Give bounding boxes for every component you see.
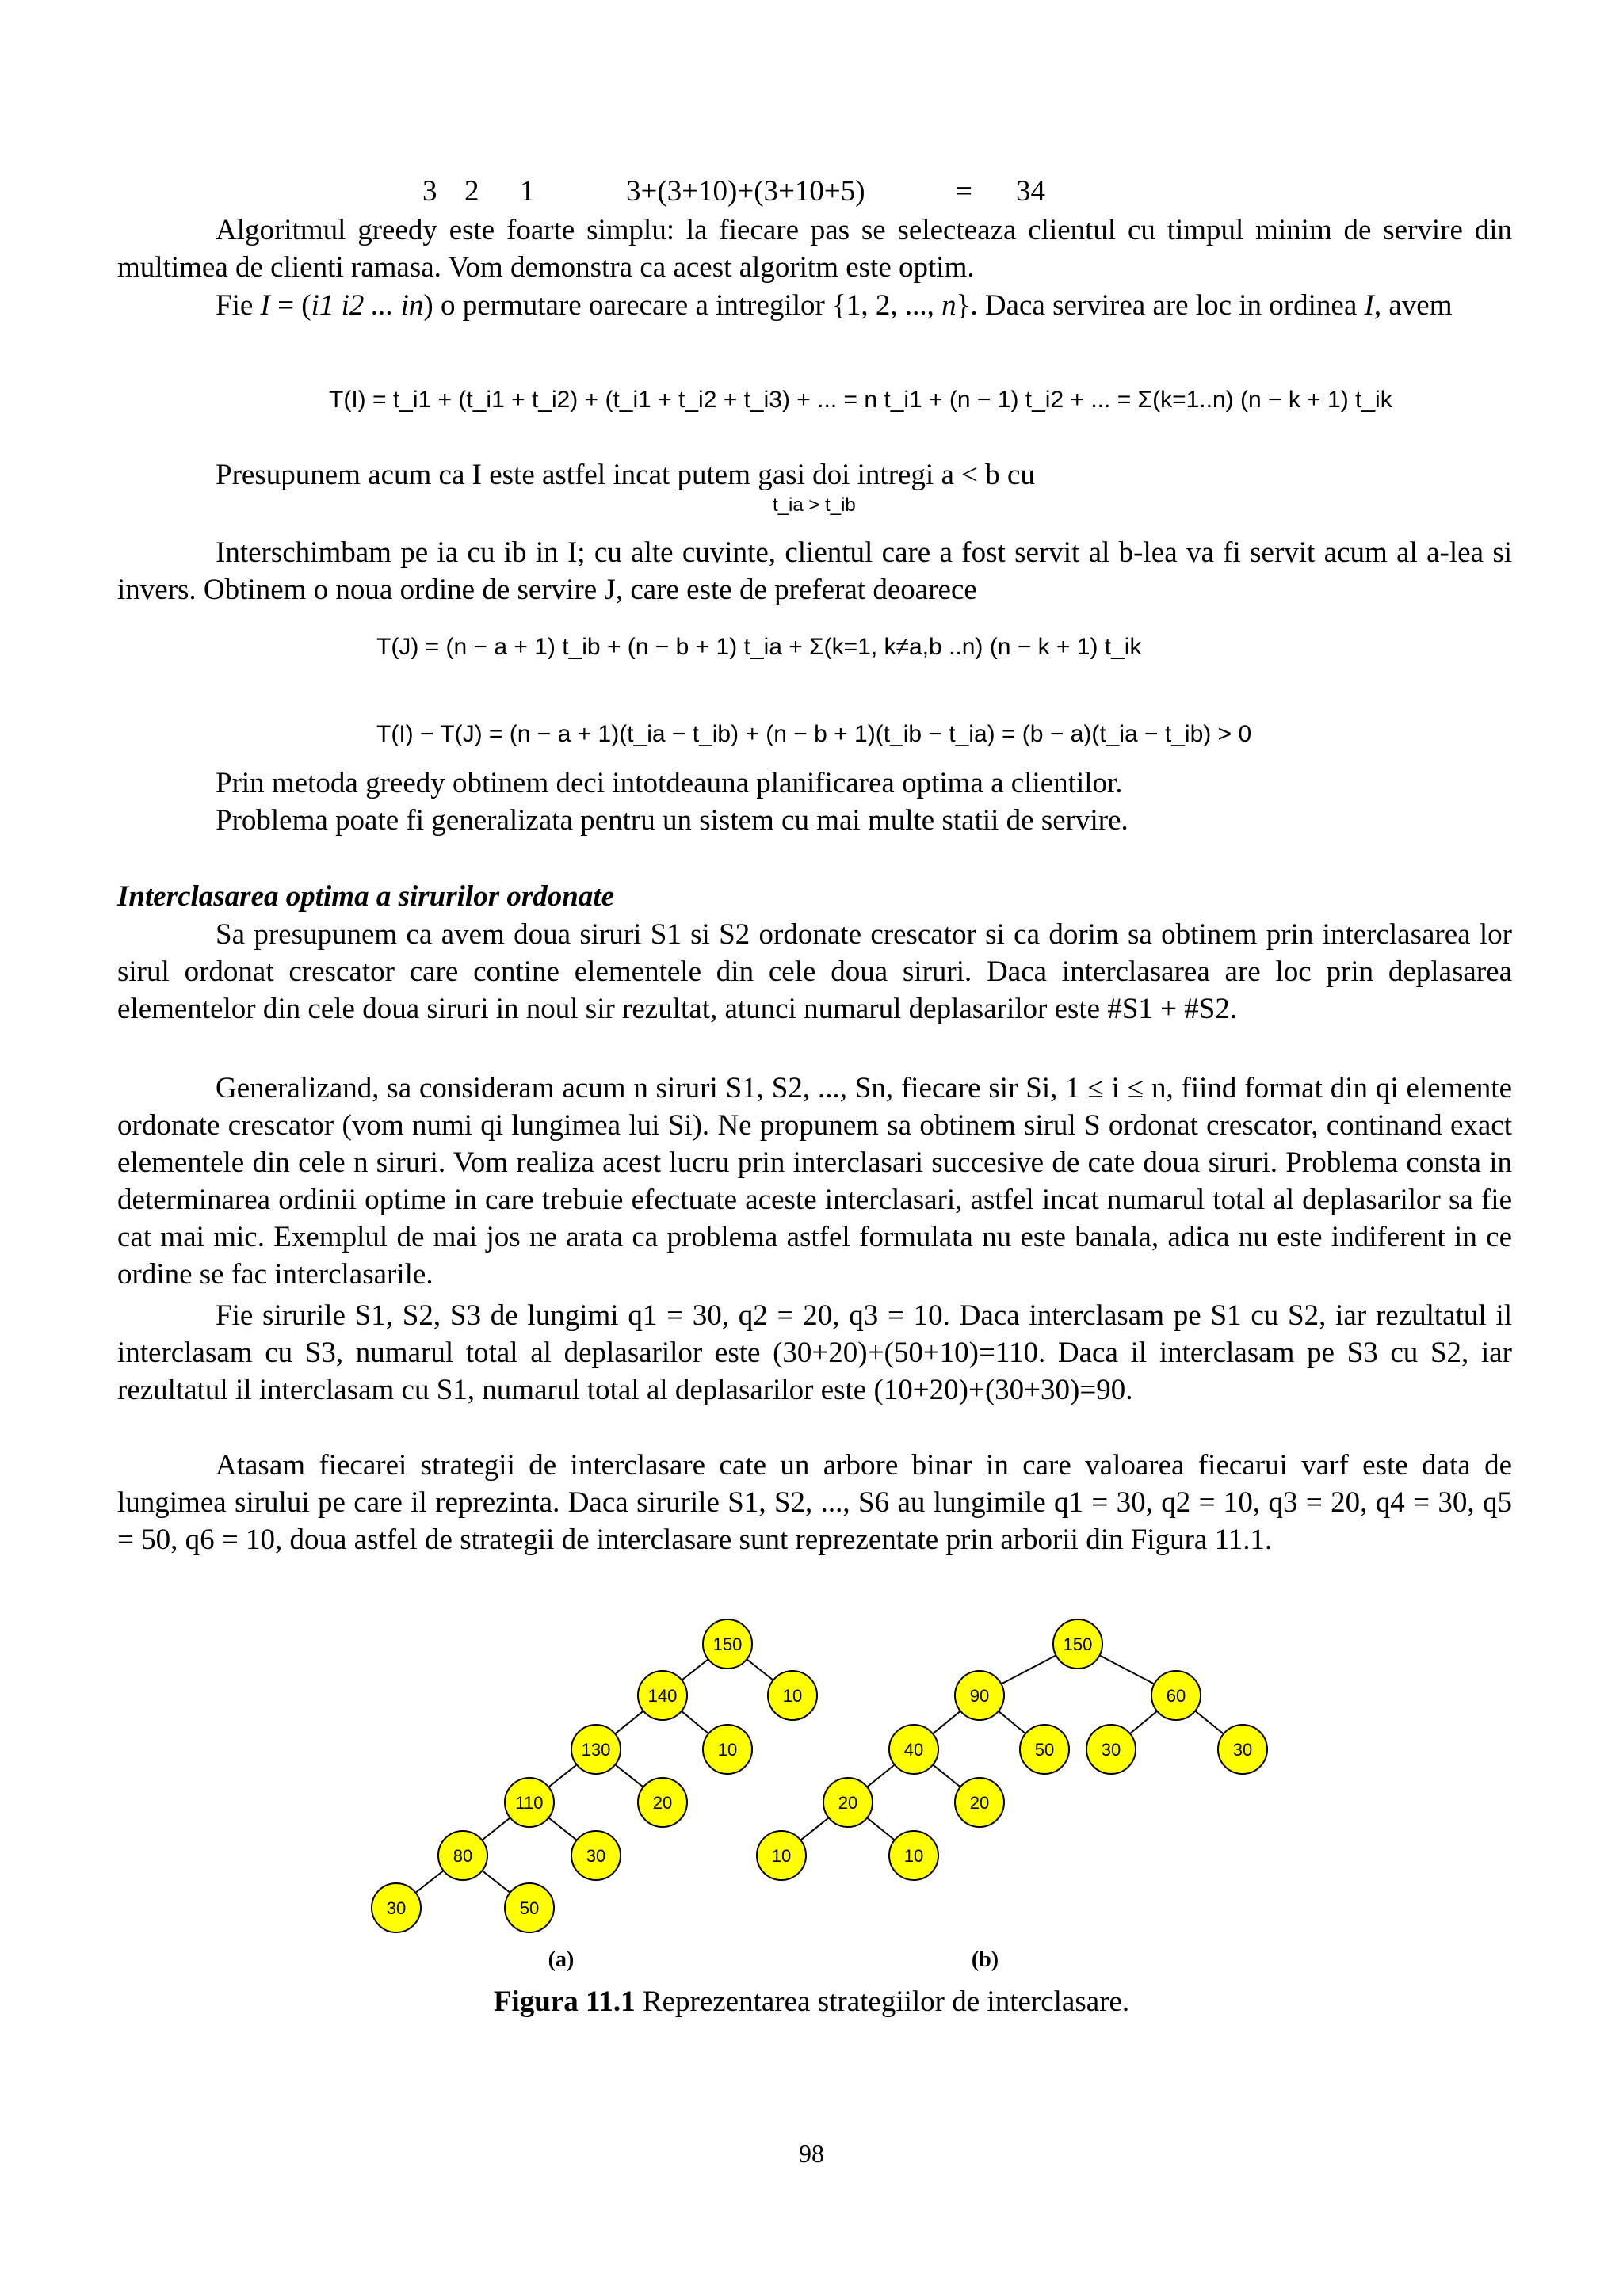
- tree-node-value: 10: [771, 1846, 792, 1866]
- figure-caption: [0, 1985, 1623, 2019]
- tree-node: [703, 1619, 752, 1669]
- caption-label: Figura 11.1: [493, 1985, 636, 2018]
- tree-node-value: 10: [717, 1740, 738, 1760]
- formula-total-time-j: T(J) = (n − a + 1) t_ib + (n − b + 1) t_ia + Σ(k=1, k≠a,b ..n) (n − k + 1) t_ik: [376, 634, 1142, 660]
- top-line-col2: 2: [464, 175, 479, 208]
- tree-node: [1151, 1671, 1201, 1720]
- formula-inequality: t_ia > t_ib: [773, 494, 856, 516]
- tree-node: [505, 1778, 554, 1827]
- tree-node-value: 150: [1063, 1634, 1093, 1654]
- tree-node-value: 30: [1232, 1740, 1253, 1760]
- paragraph-example: Fie sirurile S1, S2, S3 de lungimi q1 = 30, q2 = 20, q3 = 10. Daca interclasam pe S1 cu S2, iar rezultatul il interclasam cu S3, numarul total al deplasarilor este (30+20)+(50+10)=110. Daca il interclasam pe S3 cu S2, iar rezultatul il interclasam cu S1, numarul total al deplasarilor este (10+20)+(30+30)=90.: [117, 1299, 1512, 1406]
- tree-node-value: 50: [519, 1898, 540, 1918]
- tree-node: [438, 1831, 487, 1880]
- tree-node-value: 20: [652, 1793, 673, 1813]
- tree-node-value: 60: [1166, 1686, 1186, 1706]
- tree-node-value: 140: [647, 1686, 678, 1706]
- tree-a: [372, 1619, 817, 1932]
- tree-node: [505, 1883, 554, 1932]
- tree-node-value: 50: [1034, 1740, 1055, 1760]
- paragraph-generalization: Generalizand, sa consideram acum n siruri S1, S2, ..., Sn, fiecare sir Si, 1 ≤ i ≤ n, fiind format din qi elemente ordonate crescator (vom numi qi lungimea lui Si). Ne propunem sa obtinem sirul S ordonat crescator, continand exact elementele din cele n siruri. Vom realiza acest lucru prin interclasari succesive de cate doua siruri. Problema consta in determinarea ordinii optime in care trebuie efectuate aceste interclasari, astfel incat numarul total al deplasarilor sa fie cat mai mic. Exemplul de mai jos ne arata ca problema astfel formulata nu este banala, adica nu este indiferent in ce ordine se fac interclasarile.: [117, 1072, 1512, 1291]
- figure-merge-trees: [0, 1600, 1623, 1981]
- tree-node: [889, 1725, 938, 1774]
- tree-node: [768, 1671, 817, 1720]
- tree-node-value: 30: [586, 1846, 606, 1866]
- tree-node: [571, 1725, 621, 1774]
- section-title: Interclasarea optima a sirurilor ordonate: [117, 880, 615, 913]
- paragraph-swap: Interschimbam pe ia cu ib in I; cu alte cuvinte, clientul care a fost servit al b-lea va fi servit acum al a-lea si invers. Obtinem o noua ordine de servire J, care este de preferat deoarece: [117, 536, 1512, 606]
- section-heading: [117, 878, 1512, 915]
- tree-node-value: 30: [386, 1898, 407, 1918]
- tree-node: [889, 1831, 938, 1880]
- tree-node-value: 30: [1101, 1740, 1121, 1760]
- tree-node: [757, 1831, 806, 1880]
- tree-node-value: 20: [838, 1793, 858, 1813]
- caption-text: Reprezentarea strategiilor de interclasare.: [635, 1985, 1130, 2018]
- paragraph-text: Algoritmul greedy este foarte simplu: la fiecare pas se selecteaza clientul cu timpul minim de servire din multimea de clienti ramasa. Vom demonstra ca acest algoritm este optim.: [117, 214, 1512, 284]
- tree-node-value: 150: [712, 1634, 743, 1654]
- top-line-equals: =: [956, 175, 972, 208]
- tree-node: [372, 1883, 421, 1932]
- top-line-col1: 3: [422, 175, 437, 208]
- paragraph-two-sequences: Sa presupunem ca avem doua siruri S1 si S2 ordonate crescator si ca dorim sa obtinem prin interclasarea lor sirul ordonat crescator care contine elementele din cele doua siruri. Daca interclasarea are loc prin deplasarea elementelor din cele doua siruri in noul sir rezultat, atunci numarul deplasarilor este #S1 + #S2.: [117, 918, 1512, 1025]
- tree-node: [1020, 1725, 1069, 1774]
- formula-difference: T(I) − T(J) = (n − a + 1)(t_ia − t_ib) + (n − b + 1)(t_ib − t_ia) = (b − a)(t_ia − t_ib) > 0: [376, 721, 1252, 747]
- tree-node: [703, 1725, 752, 1774]
- paragraph-trees: Atasam fiecarei strategii de interclasare cate un arbore binar in care valoarea fiecarui varf este data de lungimea sirului pe care il reprezinta. Daca sirurile S1, S2, ..., S6 au lungimile q1 = 30, q2 = 10, q3 = 20, q4 = 30, q5 = 50, q6 = 10, doua astfel de strategii de interclasare sunt reprezentate prin arborii din Figura 11.1.: [117, 1449, 1512, 1556]
- tree-node: [571, 1831, 621, 1880]
- figure-label-b: (b): [971, 1947, 999, 1972]
- tree-node-value: 10: [782, 1686, 803, 1706]
- paragraph-permutation: Fie I = (i1 i2 ... in) o permutare oarecare a intregilor {1, 2, ..., n}. Daca servirea are loc in ordinea I, avem: [216, 289, 1453, 322]
- tree-node-value: 130: [581, 1740, 611, 1760]
- tree-node-value: 80: [453, 1846, 473, 1866]
- page-number: 98: [799, 2139, 824, 2168]
- tree-node: [1053, 1619, 1102, 1669]
- top-line-result: 34: [1016, 175, 1045, 208]
- paragraph-conclusion: Prin metoda greedy obtinem deci intotdeauna planificarea optima a clientilor. Problema poate fi generalizata pentru un sistem cu mai multe statii de servire.: [216, 767, 1128, 837]
- top-line-col3: 1: [520, 175, 535, 208]
- paragraph-assume: Presupunem acum ca I este astfel incat putem gasi doi intregi a < b cu: [216, 459, 1035, 491]
- figure-label-a: (a): [548, 1947, 575, 1972]
- tree-node: [955, 1778, 1004, 1827]
- tree-node: [638, 1778, 687, 1827]
- tree-node: [1218, 1725, 1267, 1774]
- tree-node-value: 110: [515, 1793, 544, 1813]
- tree-node: [1086, 1725, 1136, 1774]
- tree-node-value: 10: [903, 1846, 924, 1866]
- tree-node-value: 90: [969, 1686, 990, 1706]
- tree-node: [638, 1671, 687, 1720]
- tree-node-value: 20: [969, 1793, 990, 1813]
- tree-node: [823, 1778, 873, 1827]
- tree-b: [757, 1619, 1267, 1880]
- top-line-expression: 3+(3+10)+(3+10+5): [626, 175, 865, 208]
- tree-node: [955, 1671, 1004, 1720]
- paragraph-greedy: [117, 212, 1512, 286]
- tree-node-value: 40: [903, 1740, 924, 1760]
- formula-total-time: T(I) = t_i1 + (t_i1 + t_i2) + (t_i1 + t_i2 + t_i3) + ... = n t_i1 + (n − 1) t_i2 + ... = Σ(k=1..n) (n − k + 1) t_ik: [329, 387, 1392, 413]
